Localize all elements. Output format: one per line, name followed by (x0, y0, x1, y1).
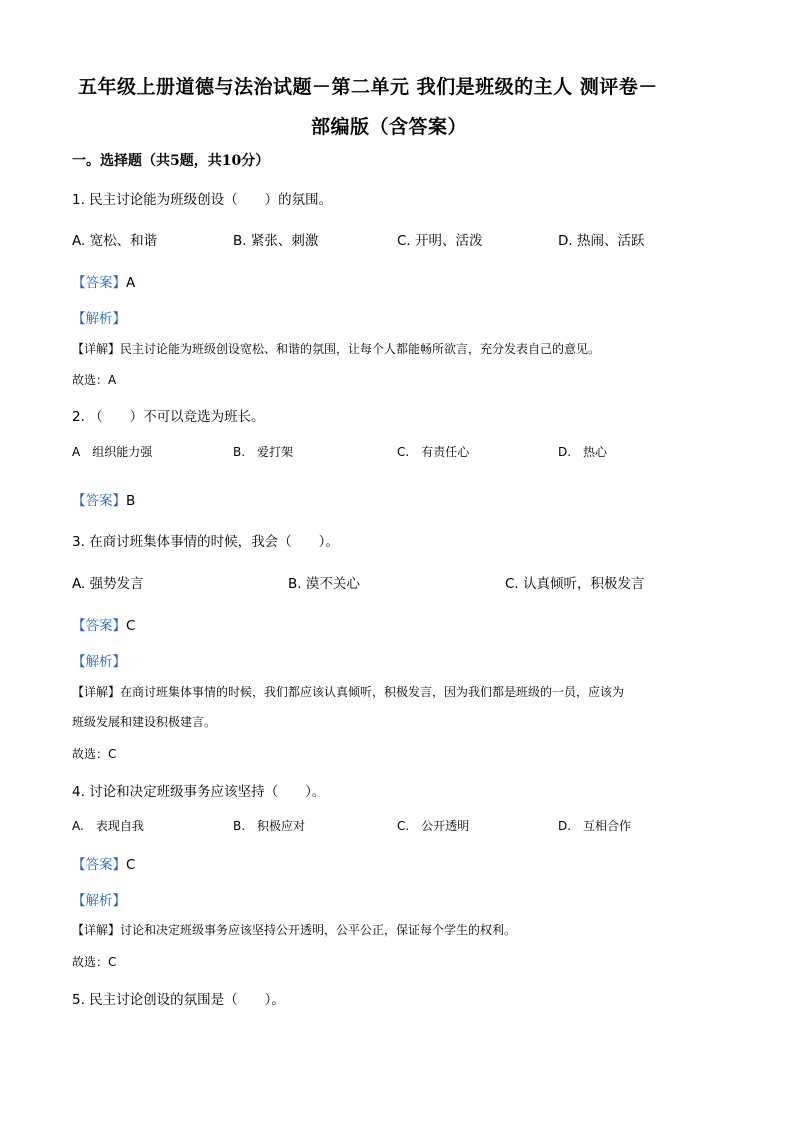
answer-value: A (126, 275, 136, 291)
detail-label: 【详解】 (72, 923, 121, 937)
question-3-answer (72, 614, 135, 634)
question-4-detail (72, 921, 516, 938)
question-4-analysis-label: 【解析】 (72, 893, 126, 909)
detail-label: 【详解】 (72, 342, 121, 356)
question-3-option-b: B. 漠不关心 (288, 576, 360, 592)
question-4-option-a: A. 表现自我 (72, 819, 144, 833)
answer-value: B (126, 493, 136, 509)
section-heading: 一。选择题（共5题，共10分） (72, 153, 270, 169)
question-1-option-c: C. 开明、活泼 (397, 233, 483, 249)
document-title-line1: 五年级上册道德与法治试题－第二单元 我们是班级的主人 测评卷－ (78, 76, 658, 98)
detail-text: 在商讨班集体事情的时候，我们都应该认真倾听，积极发言，因为我们都是班级的一员，应该为 (120, 685, 625, 699)
question-3-detail-line2: 班级发展和建设积极建言。 (72, 715, 217, 729)
question-4-option-b: B. 积极应对 (233, 819, 306, 833)
answer-value: C (126, 857, 136, 873)
question-4-stem: 4. 讨论和决定班级事务应该坚持（ ）。 (72, 784, 326, 800)
question-2-stem: 2. （ ）不可以竞选为班长。 (72, 409, 265, 425)
question-1-answer (72, 271, 135, 291)
question-2-answer (72, 489, 135, 509)
question-5-stem: 5. 民主讨论创设的氛围是（ ）。 (72, 992, 285, 1008)
question-1-detail (72, 340, 600, 357)
question-1-stem: 1. 民主讨论能为班级创设（ ）的氛围。 (72, 192, 333, 208)
question-3-choice: 故选：C (72, 747, 117, 761)
answer-label: 【答案】 (72, 493, 126, 509)
question-3-analysis-label: 【解析】 (72, 654, 126, 670)
question-3-option-a: A. 强势发言 (72, 576, 144, 592)
answer-label: 【答案】 (72, 618, 126, 634)
detail-text: 讨论和决定班级事务应该坚持公开透明，公平公正，保证每个学生的权利。 (120, 923, 517, 937)
question-1-option-d: D. 热闹、活跃 (558, 233, 645, 249)
question-4-option-c: C. 公开透明 (397, 819, 470, 833)
question-1-option-a: A. 宽松、和谐 (72, 233, 158, 249)
question-4-option-d: D. 互相合作 (558, 819, 632, 833)
question-1-choice: 故选：A (72, 373, 117, 387)
question-2-option-a: A 组织能力强 (72, 445, 153, 459)
answer-value: C (126, 618, 136, 634)
document-title-line2: 部编版（含答案） (311, 116, 468, 138)
question-3-detail-line1 (72, 683, 624, 700)
answer-label: 【答案】 (72, 275, 126, 291)
answer-label: 【答案】 (72, 857, 126, 873)
question-2-option-d: D. 热心 (558, 445, 608, 459)
question-3-stem: 3. 在商讨班集体事情的时候，我会（ ）。 (72, 534, 339, 550)
detail-label: 【详解】 (72, 685, 121, 699)
question-3-option-c: C. 认真倾听，积极发言 (505, 576, 645, 592)
question-2-option-c: C. 有责任心 (397, 445, 470, 459)
question-1-option-b: B. 紧张、刺激 (233, 233, 319, 249)
question-2-option-b: B. 爱打架 (233, 445, 294, 459)
detail-text: 民主讨论能为班级创设宽松、和谐的氛围，让每个人都能畅所欲言，充分发表自己的意见。 (120, 342, 601, 356)
question-4-choice: 故选：C (72, 955, 117, 969)
question-1-analysis-label: 【解析】 (72, 311, 126, 327)
question-4-answer (72, 853, 135, 873)
